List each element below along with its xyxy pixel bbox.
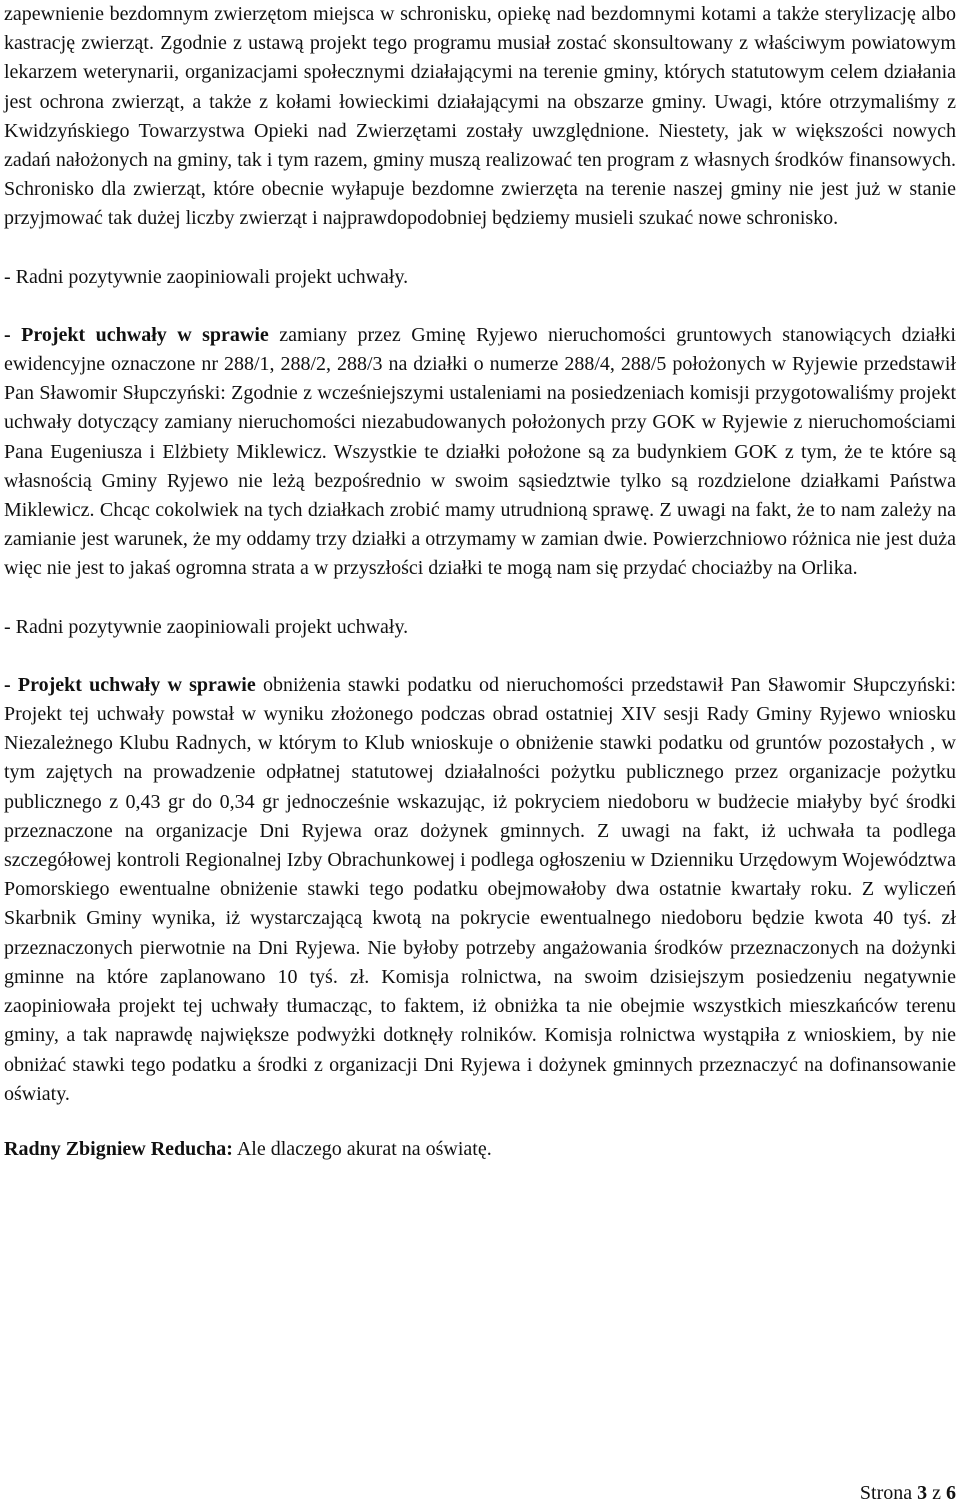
paragraph-opinion-1 xyxy=(4,263,956,292)
paragraph-text: zamiany przez Gminę Ryjewo nieruchomości gruntowych stanowiących działki ewidencyjne oznaczone nr 288/1, 288/2, 288/3 na działki o numerze 288/4, 288/5 położonych w Ryjewie przedstawił Pan Sławomir Słupczyński: Zgodnie z wcześniejszymi ustaleniami na posiedzeniach komisji przygotowaliśmy projekt uchwały dotyczący zamiany nieruchomości niezabudowanych położonych przy GOK w Ryjewie z nieruchomościami Pana Eugeniusza i Elżbiety Miklewicz. Wszystkie te działki położone są za budynkiem GOK z tym, że te które są własnością Gminy Ryjewo nie leżą bezpośrednio w swoim sąsiedztwie tylko są rozdzielone działkami Państwa Miklewicz. Chcąc cokolwiek na tych działkach zrobić mamy utrudnioną sprawę. Z uwagi na fakt, że to nam zależy na zamianie jest warunek, że my oddamy trzy działki a otrzymamy w zamian dwie. Powierzchniowo różnica nie jest duża więc nie jest to jakaś ogromna strata a w przyszłości działki te mogą nam się przydać chociażby na Orlika. xyxy=(4,323,956,580)
paragraph-reducha xyxy=(4,1135,956,1164)
speaker-name: Radny Zbigniew Reducha: xyxy=(4,1137,233,1160)
paragraph-zamiana-dzialek xyxy=(4,321,956,584)
page-separator: z xyxy=(932,1482,941,1504)
paragraph-schronisko xyxy=(4,0,956,234)
page-label: Strona xyxy=(859,1482,913,1504)
page-number xyxy=(860,1482,956,1505)
bold-lead: - Projekt uchwały w sprawie xyxy=(4,673,256,696)
page-current: 3 xyxy=(917,1482,928,1504)
paragraph-text: obniżenia stawki podatku od nieruchomości przedstawił Pan Sławomir Słupczyński: Projekt tej uchwały powstał w wyniku złożonego podczas obrad ostatniej XIV sesji Rady Gminy Ryjewo wniosku Niezależnego Klubu Radnych, w którym to Klub wnioskuje o obniżenie stawki podatku od gruntów pozostałych , w tym zajętych na prowadzenie odpłatnej statutowej działalności pożytku publicznego przez organizacje pożytku publicznego z 0,43 gr do 0,34 gr jednocześnie wskazując, iż pokryciem niedoboru w budżecie miałyby być środki przeznaczone na organizacje Dni Ryjewa oraz dożynek gminnych. Z uwagi na fakt, iż uchwała ta podlega szczegółowej kontroli Regionalnej Izby Obrachunkowej i podlega ogłoszeniu w Dzienniku Urzędowym Województwa Pomorskiego ewentualne obniżenie stawki tego podatku obejmowałoby dwa ostatnie kwartały roku. Z wyliczeń Skarbnik Gminy wynika, iż wystarczającą kwotą na pokrycie ewentualnego niedoboru będzie kwota 40 tyś. zł przeznaczonych pierwotnie na Dni Ryjewa. Nie byłoby potrzeby angażowania środków przeznaczonych na dożynki gminne na które zaplanowano 10 tyś. zł. Komisja rolnictwa, na swoim dzisiejszym posiedzeniu negatywnie zaopiniowała projekt tej uchwały tłumacząc, to faktem, iż obniżka ta nie obejmie wszystkich mieszkańców terenu gminy, a tak naprawdę największe podwyżki dotknęły rolników. Komisja rolnictwa wystąpiła z wnioskiem, by nie obniżać stawki tego podatku a środki z organizacji Dni Ryjewa i dożynek gminnych przeznaczyć na dofinansowanie oświaty. xyxy=(4,673,956,1105)
paragraph-text: zapewnienie bezdomnym zwierzętom miejsca w schronisku, opiekę nad bezdomnymi kotami a także sterylizację albo kastrację zwierząt. Zgodnie z ustawą projekt tego programu musiał zostać skonsultowany z właściwym powiatowym lekarzem weterynarii, organizacjami społecznymi działającymi na terenie gminy, których statutowym celem działania jest ochrona zwierząt, a także z kołami łowieckimi działającymi na obszarze gminy. Uwagi, które otrzymaliśmy z Kwidzyńskiego Towarzystwa Opieki nad Zwierzętami zostały uwzględnione. Niestety, jak w większości nowych zadań nałożonych na gminy, tak i tym razem, gminy muszą realizować ten program z własnych środków finansowych. Schronisko dla zwierząt, które obecnie wyłapuje bezdomne zwierzęta na terenie naszej gminy nie jest już w stanie przyjmować tak dużej liczby zwierząt i najprawdopodobniej będziemy musieli szukać nowe schronisko. xyxy=(4,3,956,230)
opinion-text: - Radni pozytywnie zaopiniowali projekt uchwały. xyxy=(4,265,409,288)
page-total: 6 xyxy=(946,1482,956,1504)
bold-lead: - Projekt uchwały w sprawie xyxy=(4,323,269,346)
document-page xyxy=(4,0,956,1164)
speaker-text: Ale dlaczego akurat na oświatę. xyxy=(232,1137,492,1160)
paragraph-obnizenie-stawki xyxy=(4,671,956,1109)
opinion-text: - Radni pozytywnie zaopiniowali projekt uchwały. xyxy=(4,615,409,638)
paragraph-opinion-2 xyxy=(4,613,956,642)
